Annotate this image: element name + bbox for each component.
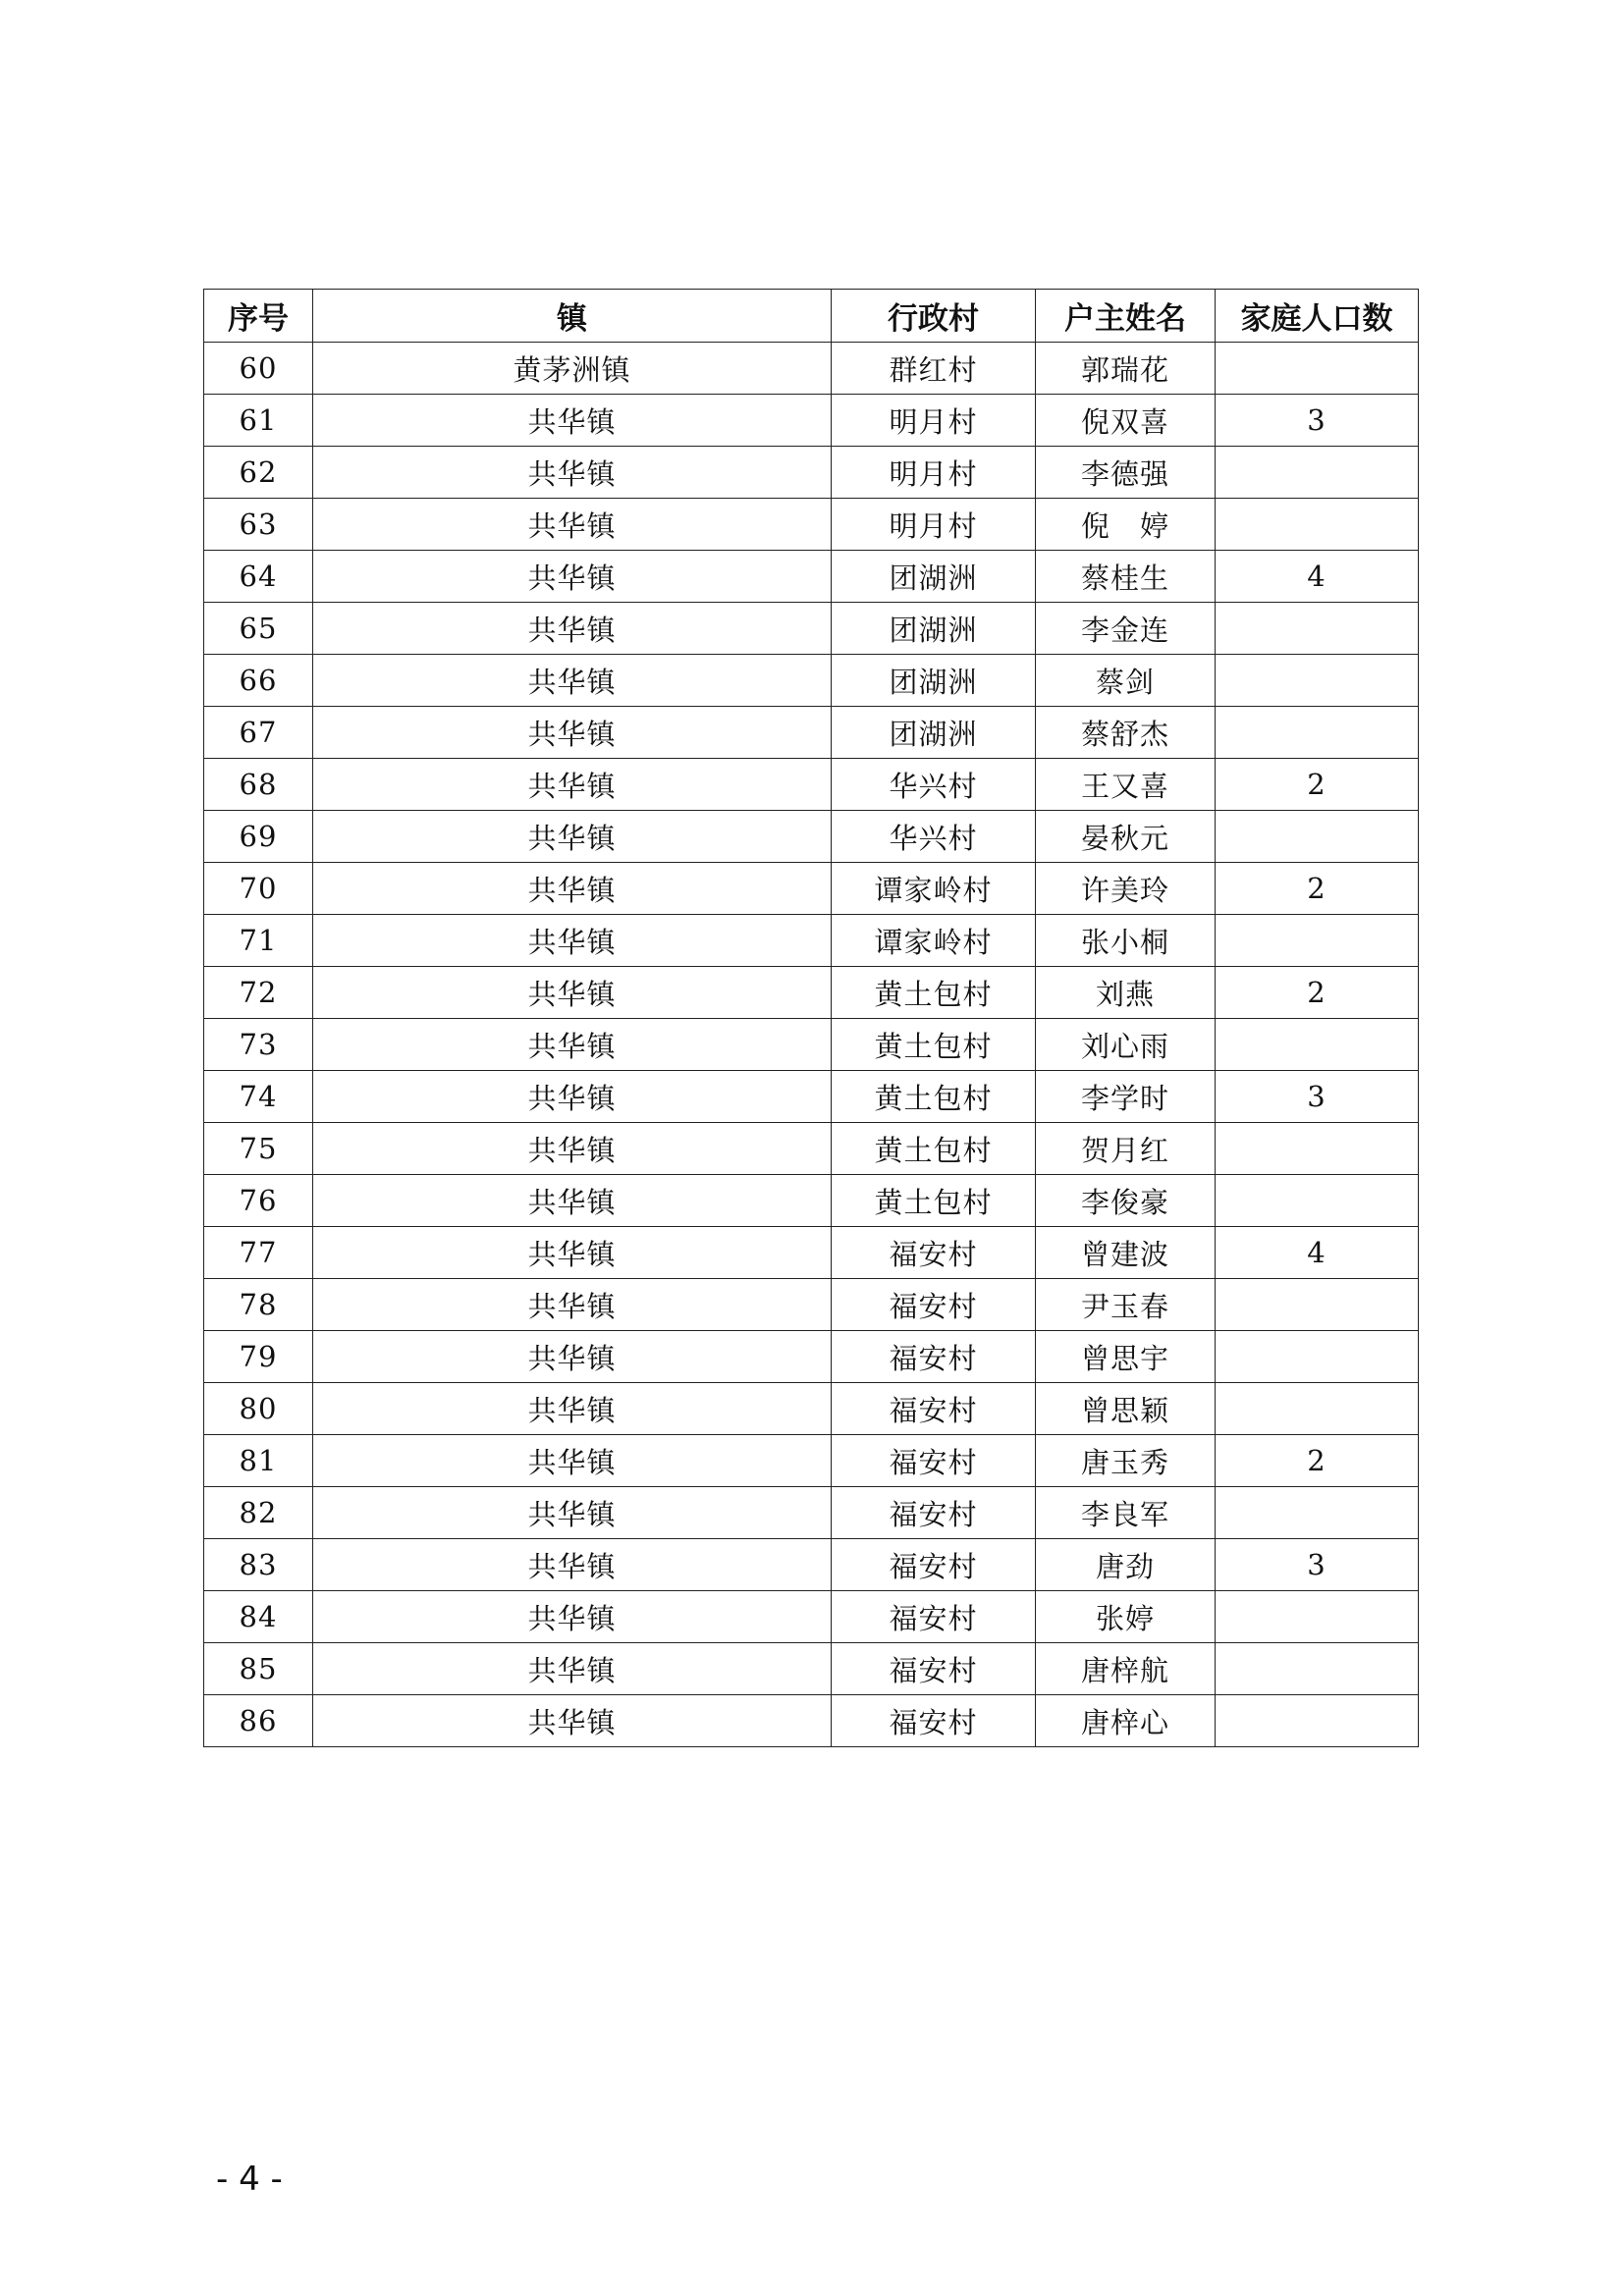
table-row bbox=[204, 1227, 1419, 1279]
cell-town: 共华镇 bbox=[313, 1071, 832, 1123]
cell-seq: 67 bbox=[204, 707, 313, 759]
table-row bbox=[204, 1643, 1419, 1695]
header-family-size: 家庭人口数 bbox=[1216, 290, 1419, 343]
cell-town: 共华镇 bbox=[313, 1591, 832, 1643]
cell-household-head: 曾建波 bbox=[1036, 1227, 1216, 1279]
cell-family-size bbox=[1216, 1383, 1419, 1435]
cell-village: 福安村 bbox=[832, 1331, 1036, 1383]
cell-family-size: 3 bbox=[1216, 1071, 1419, 1123]
cell-family-size bbox=[1216, 499, 1419, 551]
cell-town: 共华镇 bbox=[313, 915, 832, 967]
cell-town: 共华镇 bbox=[313, 551, 832, 603]
cell-seq: 70 bbox=[204, 863, 313, 915]
cell-family-size: 3 bbox=[1216, 1539, 1419, 1591]
table-row bbox=[204, 1071, 1419, 1123]
table-row bbox=[204, 655, 1419, 707]
cell-household-head: 尹玉春 bbox=[1036, 1279, 1216, 1331]
cell-family-size bbox=[1216, 1487, 1419, 1539]
cell-household-head: 张小桐 bbox=[1036, 915, 1216, 967]
cell-household-head: 晏秋元 bbox=[1036, 811, 1216, 863]
table-row bbox=[204, 1695, 1419, 1747]
table-row bbox=[204, 967, 1419, 1019]
cell-household-head: 唐劲 bbox=[1036, 1539, 1216, 1591]
cell-family-size: 4 bbox=[1216, 1227, 1419, 1279]
cell-family-size bbox=[1216, 1019, 1419, 1071]
cell-town: 共华镇 bbox=[313, 1227, 832, 1279]
cell-family-size bbox=[1216, 1175, 1419, 1227]
cell-family-size bbox=[1216, 1331, 1419, 1383]
cell-town: 共华镇 bbox=[313, 811, 832, 863]
cell-village: 团湖洲 bbox=[832, 551, 1036, 603]
cell-seq: 77 bbox=[204, 1227, 313, 1279]
cell-village: 福安村 bbox=[832, 1279, 1036, 1331]
table-row bbox=[204, 343, 1419, 395]
cell-seq: 60 bbox=[204, 343, 313, 395]
cell-seq: 66 bbox=[204, 655, 313, 707]
cell-seq: 76 bbox=[204, 1175, 313, 1227]
table-row bbox=[204, 1383, 1419, 1435]
cell-village: 黄土包村 bbox=[832, 1123, 1036, 1175]
cell-village: 明月村 bbox=[832, 447, 1036, 499]
cell-household-head: 李德强 bbox=[1036, 447, 1216, 499]
cell-town: 共华镇 bbox=[313, 1279, 832, 1331]
table-row bbox=[204, 603, 1419, 655]
cell-village: 福安村 bbox=[832, 1539, 1036, 1591]
cell-household-head: 蔡剑 bbox=[1036, 655, 1216, 707]
cell-town: 共华镇 bbox=[313, 863, 832, 915]
cell-household-head: 蔡桂生 bbox=[1036, 551, 1216, 603]
cell-family-size bbox=[1216, 915, 1419, 967]
cell-seq: 71 bbox=[204, 915, 313, 967]
cell-village: 黄土包村 bbox=[832, 1175, 1036, 1227]
cell-family-size: 2 bbox=[1216, 759, 1419, 811]
cell-household-head: 李学时 bbox=[1036, 1071, 1216, 1123]
cell-seq: 65 bbox=[204, 603, 313, 655]
cell-town: 共华镇 bbox=[313, 655, 832, 707]
cell-family-size: 2 bbox=[1216, 863, 1419, 915]
header-town: 镇 bbox=[313, 290, 832, 343]
cell-village: 群红村 bbox=[832, 343, 1036, 395]
cell-household-head: 唐梓航 bbox=[1036, 1643, 1216, 1695]
cell-town: 共华镇 bbox=[313, 603, 832, 655]
cell-seq: 83 bbox=[204, 1539, 313, 1591]
cell-village: 福安村 bbox=[832, 1487, 1036, 1539]
cell-village: 谭家岭村 bbox=[832, 915, 1036, 967]
cell-village: 华兴村 bbox=[832, 811, 1036, 863]
cell-village: 黄土包村 bbox=[832, 1071, 1036, 1123]
cell-town: 共华镇 bbox=[313, 1539, 832, 1591]
table-row bbox=[204, 1331, 1419, 1383]
cell-town: 共华镇 bbox=[313, 1695, 832, 1747]
household-table bbox=[203, 289, 1419, 1747]
cell-seq: 82 bbox=[204, 1487, 313, 1539]
cell-household-head: 王又喜 bbox=[1036, 759, 1216, 811]
cell-family-size bbox=[1216, 1695, 1419, 1747]
cell-town: 共华镇 bbox=[313, 447, 832, 499]
cell-family-size: 4 bbox=[1216, 551, 1419, 603]
cell-family-size: 3 bbox=[1216, 395, 1419, 447]
cell-household-head: 唐玉秀 bbox=[1036, 1435, 1216, 1487]
cell-family-size bbox=[1216, 447, 1419, 499]
cell-town: 共华镇 bbox=[313, 707, 832, 759]
cell-village: 黄土包村 bbox=[832, 967, 1036, 1019]
cell-village: 谭家岭村 bbox=[832, 863, 1036, 915]
table-row bbox=[204, 863, 1419, 915]
table-header bbox=[204, 290, 1419, 343]
cell-household-head: 刘燕 bbox=[1036, 967, 1216, 1019]
cell-household-head: 李俊豪 bbox=[1036, 1175, 1216, 1227]
cell-town: 共华镇 bbox=[313, 967, 832, 1019]
cell-household-head: 刘心雨 bbox=[1036, 1019, 1216, 1071]
cell-household-head: 郭瑞花 bbox=[1036, 343, 1216, 395]
cell-household-head: 唐梓心 bbox=[1036, 1695, 1216, 1747]
cell-household-head: 李良军 bbox=[1036, 1487, 1216, 1539]
cell-seq: 62 bbox=[204, 447, 313, 499]
cell-household-head: 贺月红 bbox=[1036, 1123, 1216, 1175]
cell-town: 共华镇 bbox=[313, 395, 832, 447]
table-row bbox=[204, 1487, 1419, 1539]
cell-seq: 78 bbox=[204, 1279, 313, 1331]
cell-village: 福安村 bbox=[832, 1435, 1036, 1487]
cell-seq: 84 bbox=[204, 1591, 313, 1643]
cell-family-size: 2 bbox=[1216, 1435, 1419, 1487]
table-row bbox=[204, 499, 1419, 551]
header-village: 行政村 bbox=[832, 290, 1036, 343]
cell-seq: 74 bbox=[204, 1071, 313, 1123]
cell-town: 共华镇 bbox=[313, 1383, 832, 1435]
cell-village: 福安村 bbox=[832, 1695, 1036, 1747]
cell-village: 明月村 bbox=[832, 499, 1036, 551]
cell-town: 黄茅洲镇 bbox=[313, 343, 832, 395]
cell-village: 福安村 bbox=[832, 1643, 1036, 1695]
cell-seq: 86 bbox=[204, 1695, 313, 1747]
table-row bbox=[204, 395, 1419, 447]
cell-village: 团湖洲 bbox=[832, 603, 1036, 655]
cell-seq: 61 bbox=[204, 395, 313, 447]
page-number: - 4 - bbox=[216, 2160, 283, 2199]
cell-village: 华兴村 bbox=[832, 759, 1036, 811]
cell-town: 共华镇 bbox=[313, 1175, 832, 1227]
table-row bbox=[204, 1019, 1419, 1071]
cell-family-size bbox=[1216, 1279, 1419, 1331]
cell-town: 共华镇 bbox=[313, 759, 832, 811]
cell-seq: 72 bbox=[204, 967, 313, 1019]
cell-seq: 81 bbox=[204, 1435, 313, 1487]
table-row bbox=[204, 1279, 1419, 1331]
cell-family-size bbox=[1216, 1123, 1419, 1175]
table-row bbox=[204, 1539, 1419, 1591]
cell-household-head: 曾思颖 bbox=[1036, 1383, 1216, 1435]
table-body bbox=[204, 343, 1419, 1747]
cell-family-size bbox=[1216, 655, 1419, 707]
cell-town: 共华镇 bbox=[313, 1487, 832, 1539]
cell-seq: 73 bbox=[204, 1019, 313, 1071]
cell-household-head: 蔡舒杰 bbox=[1036, 707, 1216, 759]
cell-seq: 80 bbox=[204, 1383, 313, 1435]
cell-town: 共华镇 bbox=[313, 1331, 832, 1383]
cell-seq: 63 bbox=[204, 499, 313, 551]
table-row bbox=[204, 915, 1419, 967]
cell-village: 黄土包村 bbox=[832, 1019, 1036, 1071]
cell-family-size bbox=[1216, 707, 1419, 759]
cell-family-size bbox=[1216, 811, 1419, 863]
table-row bbox=[204, 447, 1419, 499]
cell-town: 共华镇 bbox=[313, 499, 832, 551]
cell-village: 明月村 bbox=[832, 395, 1036, 447]
cell-town: 共华镇 bbox=[313, 1435, 832, 1487]
cell-village: 福安村 bbox=[832, 1591, 1036, 1643]
cell-family-size: 2 bbox=[1216, 967, 1419, 1019]
cell-seq: 85 bbox=[204, 1643, 313, 1695]
table-row bbox=[204, 1435, 1419, 1487]
cell-seq: 75 bbox=[204, 1123, 313, 1175]
cell-village: 团湖洲 bbox=[832, 655, 1036, 707]
header-row bbox=[204, 290, 1419, 343]
cell-seq: 79 bbox=[204, 1331, 313, 1383]
table-row bbox=[204, 1175, 1419, 1227]
cell-household-head: 李金连 bbox=[1036, 603, 1216, 655]
cell-household-head: 许美玲 bbox=[1036, 863, 1216, 915]
cell-family-size bbox=[1216, 343, 1419, 395]
cell-seq: 64 bbox=[204, 551, 313, 603]
cell-family-size bbox=[1216, 1591, 1419, 1643]
cell-village: 团湖洲 bbox=[832, 707, 1036, 759]
cell-seq: 68 bbox=[204, 759, 313, 811]
cell-family-size bbox=[1216, 1643, 1419, 1695]
cell-village: 福安村 bbox=[832, 1383, 1036, 1435]
table-row bbox=[204, 707, 1419, 759]
cell-town: 共华镇 bbox=[313, 1019, 832, 1071]
cell-town: 共华镇 bbox=[313, 1643, 832, 1695]
cell-household-head: 倪 婷 bbox=[1036, 499, 1216, 551]
cell-household-head: 曾思宇 bbox=[1036, 1331, 1216, 1383]
table-row bbox=[204, 551, 1419, 603]
cell-family-size bbox=[1216, 603, 1419, 655]
cell-household-head: 倪双喜 bbox=[1036, 395, 1216, 447]
table-row bbox=[204, 759, 1419, 811]
cell-household-head: 张婷 bbox=[1036, 1591, 1216, 1643]
cell-town: 共华镇 bbox=[313, 1123, 832, 1175]
cell-seq: 69 bbox=[204, 811, 313, 863]
header-seq: 序号 bbox=[204, 290, 313, 343]
table-row bbox=[204, 1591, 1419, 1643]
table-row bbox=[204, 1123, 1419, 1175]
cell-village: 福安村 bbox=[832, 1227, 1036, 1279]
table-row bbox=[204, 811, 1419, 863]
header-household-head: 户主姓名 bbox=[1036, 290, 1216, 343]
